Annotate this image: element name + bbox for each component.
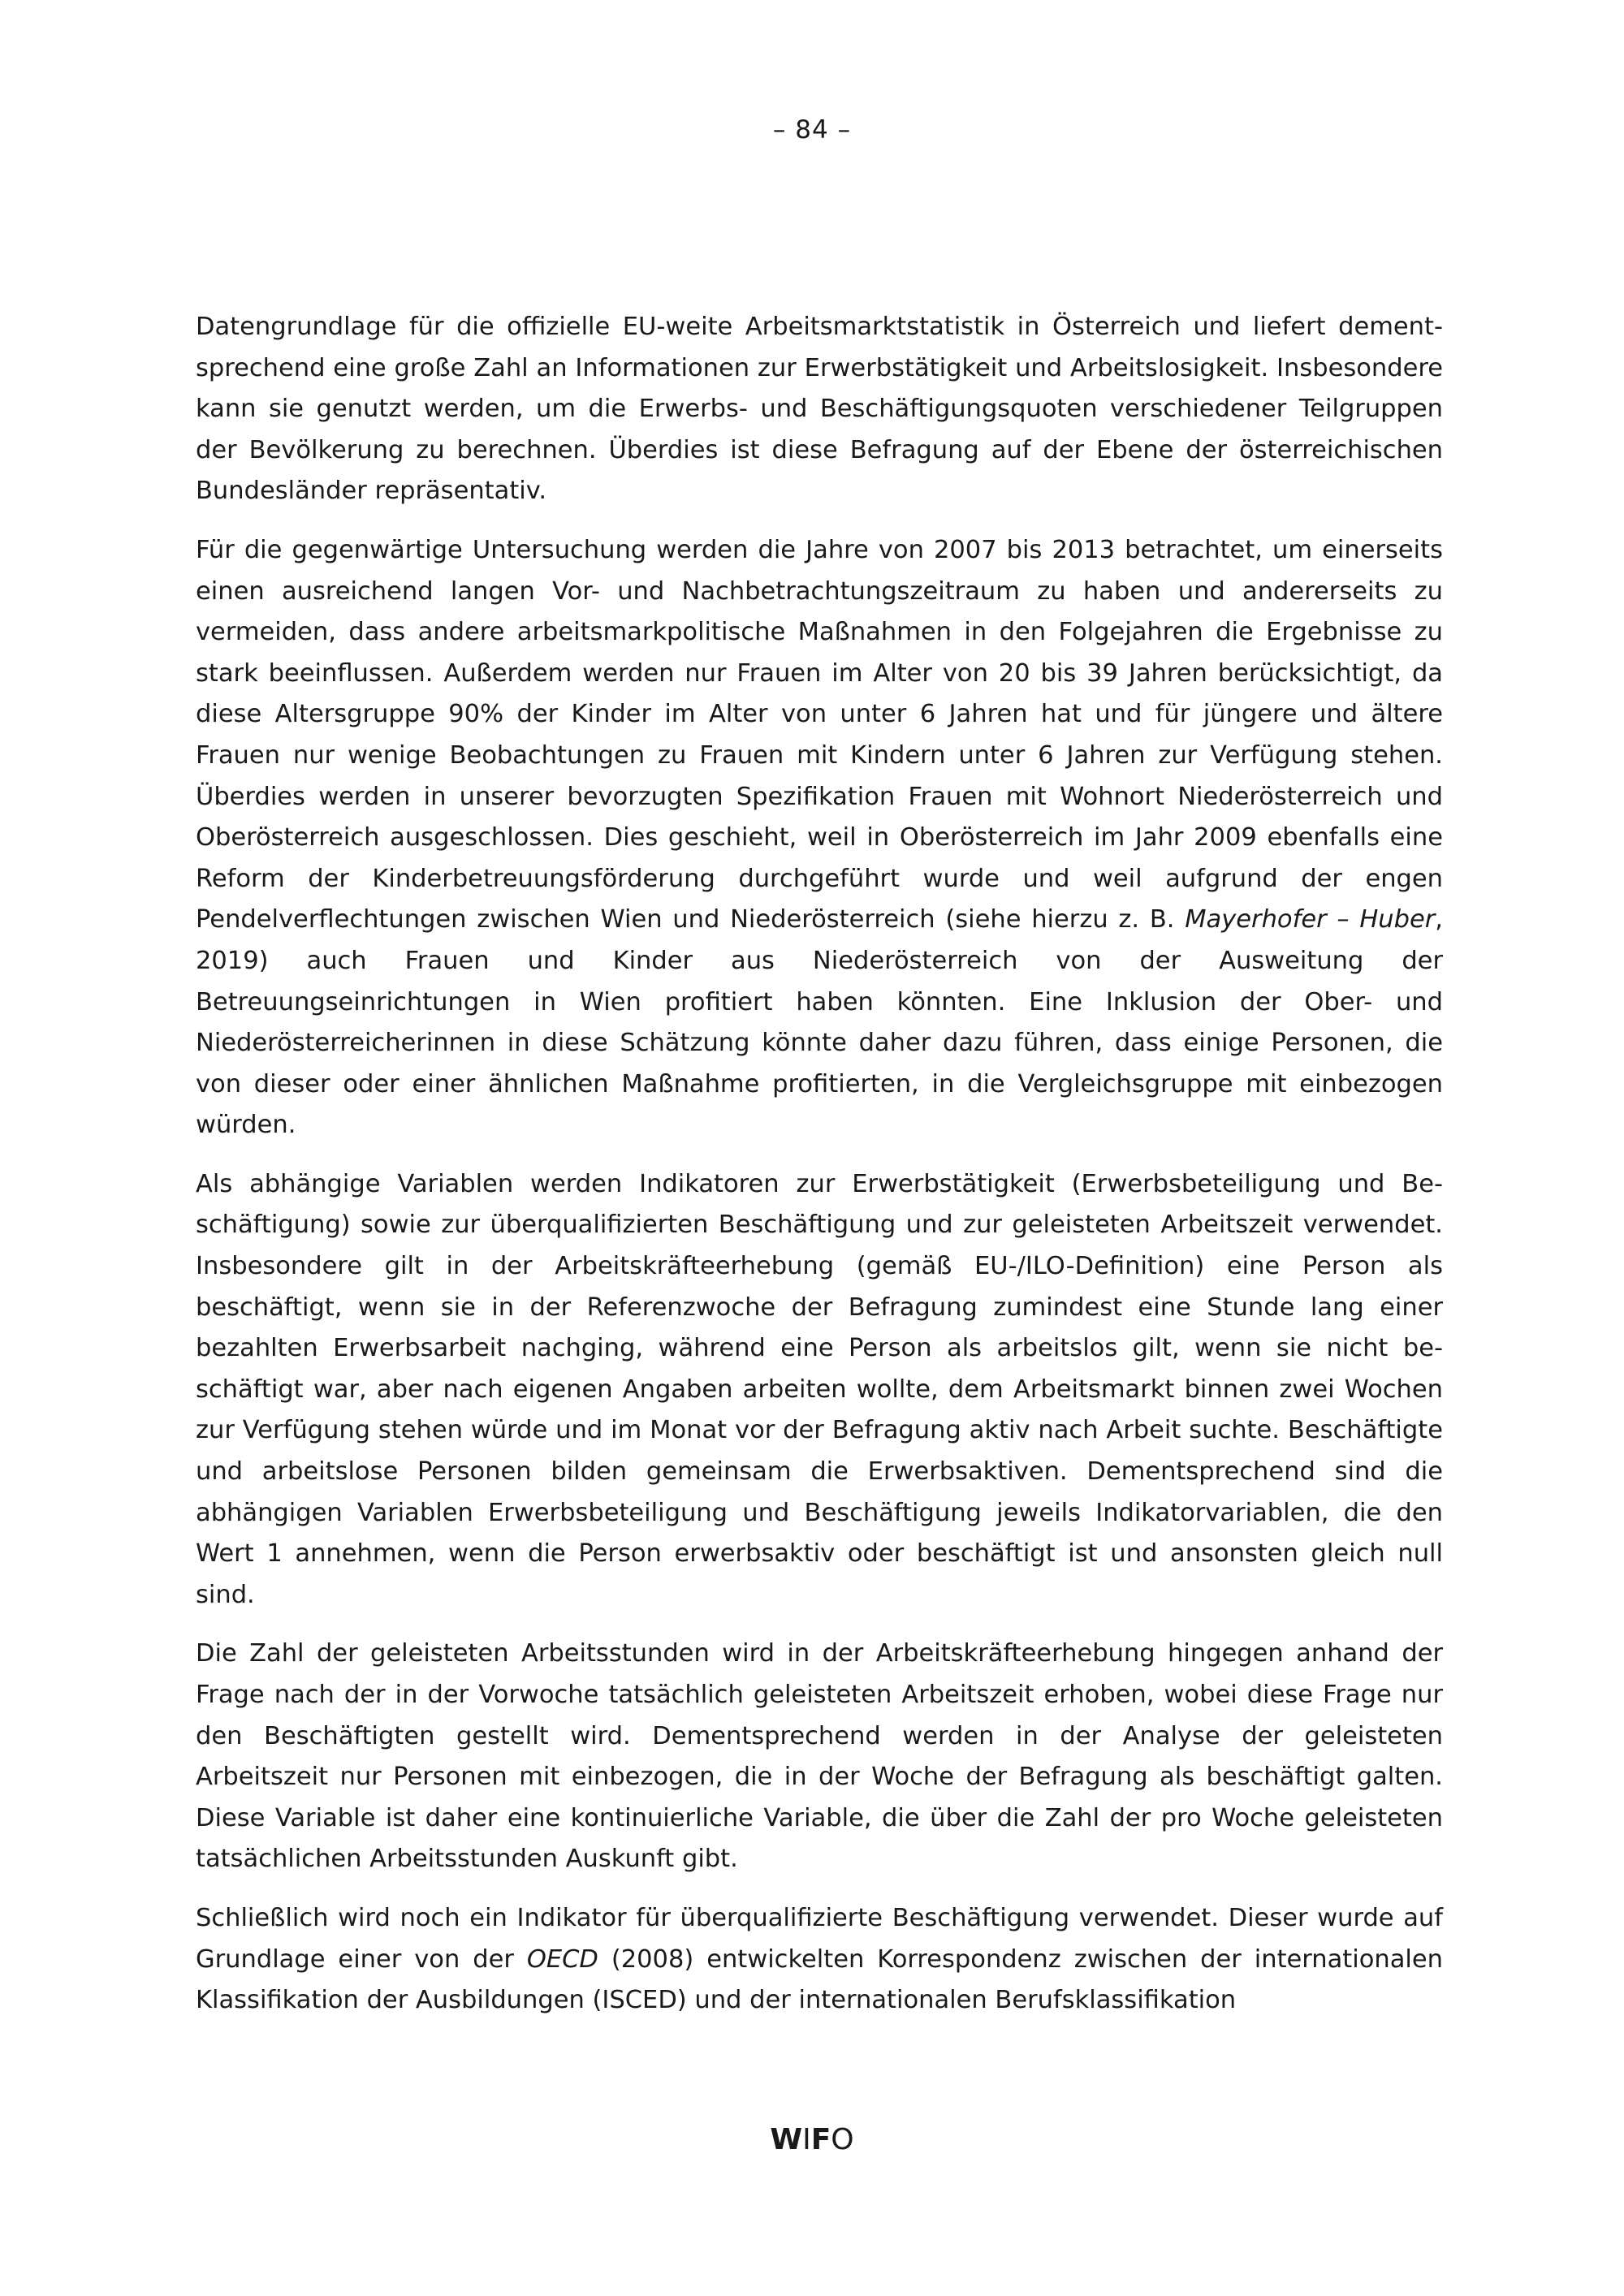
logo-letter-o: O — [831, 2123, 854, 2156]
citation-author: OECD — [526, 1944, 598, 1974]
paragraph-text: , 2019) auch Frauen und Kinder aus Niederösterreich von der Ausweitung der Betreuungseinrichtungen in Wien profitiert haben könnten. Eine Inklusion der Ober- und Niederösterreicherinnen in diese Schätzung könnte daher dazu führen, dass einige Personen, die von dieser oder einer ähnlichen Maßnahme profitierten, in die Vergleichsgruppe mit einbezogen würden. — [196, 905, 1443, 1140]
paragraph — [196, 307, 1443, 512]
body-text — [196, 307, 1443, 2039]
paragraph-text: Die Zahl der geleisteten Arbeitsstunden wird in der Arbeitskräfteerhebung hingegen anhand der Frage nach der in der Vorwoche tatsächlich geleisteten Arbeitszeit erhoben, wobei diese Frage nur den Beschäftigten gestellt wird. Dementsprechend werden in der Analyse der geleisteten Arbeitszeit nur Personen mit einbezogen, die in der Woche der Befragung als beschäftigt galten. Diese Variable ist daher eine kontinuierliche Variable, die über die Zahl der pro Woche geleisteten tatsächlichen Arbeitsstunden Auskunft gibt. — [196, 1639, 1443, 1874]
logo-letter-i: I — [802, 2123, 811, 2156]
paragraph — [196, 1634, 1443, 1880]
paragraph-text: Für die gegenwärtige Untersuchung werden die Jahre von 2007 bis 2013 betrachtet, um einerseits einen ausreichend langen Vor- und Nachbetrachtungszeitraum zu haben und andererseits zu vermeiden, dass andere arbeitsmarkpolitische Maßnahmen in den Folgejahren die Ergebnisse zu stark beeinflussen. Außerdem werden nur Frauen im Alter von 20 bis 39 Jahren berücksichtigt, da diese Altersgruppe 90% der Kinder im Alter von unter 6 Jahren hat und für jüngere und ältere Frauen nur wenige Beobachtungen zu Frauen mit Kindern unter 6 Jahren zur Verfügung stehen. Überdies werden in unserer bevorzugten Spezifikation Frauen mit Wohnort Niederösterreich und Oberösterreich ausgeschlossen. Dies geschieht, weil in Oberösterreich im Jahr 2009 ebenfalls eine Reform der Kinderbetreuungsförderung durchgeführt wurde und weil aufgrund der engen Pendelverflechtungen zwischen Wien und Niederösterreich (siehe hierzu z. B. — [196, 535, 1443, 934]
paragraph — [196, 530, 1443, 1146]
wifo-logo — [0, 2123, 1624, 2156]
logo-letter-f: F — [810, 2123, 831, 2156]
paragraph-text: Als abhängige Variablen werden Indikatoren zur Erwerbstätigkeit (Erwerbsbeteiligung und Beschäftigung) sowie zur überqualifizierten Beschäftigung und zur geleisteten Arbeitszeit verwendet. Insbesondere gilt in der Arbeitskräfteerhebung (gemäß EU-/ILO-Definition) eine Person als beschäftigt, wenn sie in der Referenzwoche der Befragung zumindest eine Stunde lang einer bezahlten Erwerbsarbeit nachging, während eine Person als arbeitslos gilt, wenn sie nicht beschäftigt war, aber nach eigenen Angaben arbeiten wollte, dem Arbeitsmarkt binnen zwei Wochen zur Verfügung stehen würde und im Monat vor der Befragung aktiv nach Arbeit suchte. Beschäftigte und arbeitslose Personen bilden gemeinsam die Erwerbsaktiven. Dementsprechend sind die abhängigen Variablen Erwerbsbeteiligung und Beschäftigung jeweils Indikatorvariablen, die den Wert 1 annehmen, wenn die Person erwerbsaktiv oder beschäftigt ist und ansonsten gleich null sind. — [196, 1169, 1443, 1609]
paragraph — [196, 1898, 1443, 2022]
paragraph-text: Schließlich wird noch ein Indikator für überqualifizierte Beschäftigung verwendet. Dieser wurde auf Grundlage einer von der — [196, 1903, 1443, 1974]
paragraph-text: Datengrundlage für die offizielle EU-weite Arbeitsmarktstatistik in Österreich und liefert dementsprechend eine große Zahl an Informationen zur Erwerbstätigkeit und Arbeitslosigkeit. Insbesondere kann sie genutzt werden, um die Erwerbs- und Beschäftigungsquoten verschiedener Teilgruppen der Bevölkerung zu berechnen. Überdies ist diese Befragung auf der Ebene der österreichischen Bundesländer repräsentativ. — [196, 313, 1443, 506]
paragraph — [196, 1164, 1443, 1616]
paragraph-text: (2008) entwickelten Korrespondenz zwischen der internationalen Klassifikation der Ausbildungen (ISCED) und der internationalen Berufsklassifikation — [196, 1944, 1443, 2015]
page-number: – 84 – — [772, 115, 852, 145]
citation-author: Mayerhofer – Huber — [1185, 905, 1436, 934]
logo-letter-w: W — [770, 2123, 803, 2156]
